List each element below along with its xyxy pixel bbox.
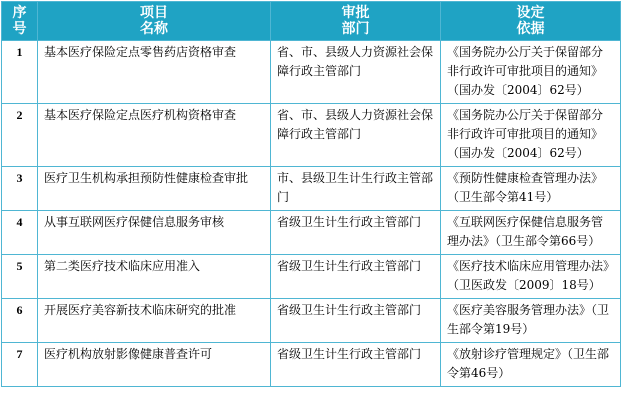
approval-dept: 市、县级卫生计生行政主管部门 — [271, 167, 441, 211]
item-name: 开展医疗美容新技术临床研究的批准 — [38, 299, 271, 343]
item-name: 从事互联网医疗保健信息服务审核 — [38, 211, 271, 255]
item-name: 医疗卫生机构承担预防性健康检查审批 — [38, 167, 271, 211]
table-row — [2, 104, 621, 167]
row-number: 4 — [2, 211, 38, 255]
header-approval-dept: 审批 部门 — [271, 2, 441, 41]
legal-basis: 《预防性健康检查管理办法》（卫生部令第41号） — [441, 167, 621, 211]
legal-basis: 《放射诊疗管理规定》（卫生部令第46号） — [441, 343, 621, 387]
table-row — [2, 255, 621, 299]
table-row — [2, 299, 621, 343]
row-number: 1 — [2, 41, 38, 104]
legal-basis: 《互联网医疗保健信息服务管理办法》（卫生部令第66号） — [441, 211, 621, 255]
item-name: 第二类医疗技术临床应用准入 — [38, 255, 271, 299]
approval-dept: 省、市、县级人力资源社会保障行政主管部门 — [271, 41, 441, 104]
legal-basis: 《国务院办公厅关于保留部分非行政许可审批项目的通知》（国办发〔2004〕62号） — [441, 104, 621, 167]
approval-dept: 省级卫生计生行政主管部门 — [271, 211, 441, 255]
row-number: 3 — [2, 167, 38, 211]
header-index: 序 号 — [2, 2, 38, 41]
header-basis: 设定 依据 — [441, 2, 621, 41]
row-number: 5 — [2, 255, 38, 299]
approval-dept: 省、市、县级人力资源社会保障行政主管部门 — [271, 104, 441, 167]
table-row — [2, 211, 621, 255]
row-number: 2 — [2, 104, 38, 167]
item-name: 基本医疗保险定点零售药店资格审查 — [38, 41, 271, 104]
table-row — [2, 41, 621, 104]
table-row — [2, 167, 621, 211]
approval-dept: 省级卫生计生行政主管部门 — [271, 255, 441, 299]
table-header-row — [2, 2, 621, 41]
approval-table-container — [1, 1, 621, 387]
approval-dept: 省级卫生计生行政主管部门 — [271, 299, 441, 343]
approval-items-table — [1, 1, 621, 387]
row-number: 7 — [2, 343, 38, 387]
legal-basis: 《国务院办公厅关于保留部分非行政许可审批项目的通知》（国办发〔2004〕62号） — [441, 41, 621, 104]
item-name: 基本医疗保险定点医疗机构资格审查 — [38, 104, 271, 167]
header-item-name: 项目 名称 — [38, 2, 271, 41]
table-row — [2, 343, 621, 387]
legal-basis: 《医疗美容服务管理办法》（卫生部令第19号） — [441, 299, 621, 343]
row-number: 6 — [2, 299, 38, 343]
approval-dept: 省级卫生计生行政主管部门 — [271, 343, 441, 387]
item-name: 医疗机构放射影像健康普查许可 — [38, 343, 271, 387]
legal-basis: 《医疗技术临床应用管理办法》（卫医政发〔2009〕18号） — [441, 255, 621, 299]
